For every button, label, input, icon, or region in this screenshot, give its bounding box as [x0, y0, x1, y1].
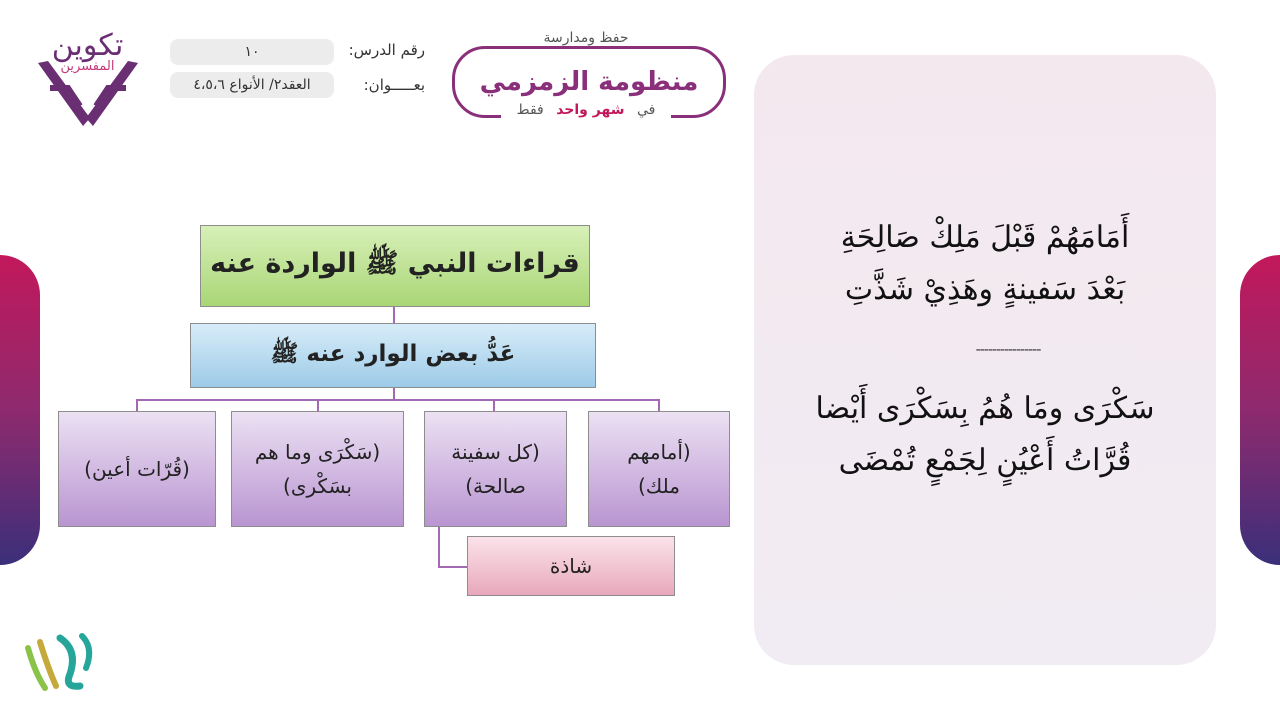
verse-line-3: سَكْرَى ومَا هُمُ بِسَكْرَى أَيْضا: [815, 391, 1155, 426]
lesson-title-label: بعـــــوان:: [363, 76, 425, 94]
diagram-child-1: [588, 411, 730, 527]
badge-bottom-prefix: في: [629, 102, 663, 118]
verse-block-2: [780, 383, 1190, 487]
diagram-level2-box: عَدُّ بعض الوارد عنه ﷺ: [190, 323, 596, 388]
connector-root: [393, 307, 395, 323]
child-2-line-2: صالحة): [465, 474, 526, 498]
verse-line-1: أَمَامَهُمْ قَبْلَ مَلِكْ صَالِحَةِ: [840, 220, 1130, 255]
connector-horizontal: [136, 399, 660, 401]
verse-line-4: قُرَّاتُ أَعْيُنٍ لِجَمْعٍ تُمْضَى: [838, 443, 1132, 478]
connector-sub-horizontal: [438, 566, 468, 568]
child-3-line-1: (سَكْرَى وما هم: [254, 440, 381, 464]
child-1-line-1: (أمامهم: [627, 440, 691, 464]
badge-bottom-suffix: فقط: [509, 102, 552, 118]
brand-mark: [20, 628, 100, 698]
child-2-line-1: (كل سفينة: [451, 440, 540, 464]
badge-bottom: [452, 102, 720, 118]
badge-top: [452, 30, 720, 46]
verse-separator: ----------------: [975, 342, 1041, 358]
verse-card: [754, 55, 1216, 665]
connector-level2: [393, 388, 395, 399]
verse-block-1: [780, 212, 1190, 316]
diagram-child-2: [424, 411, 567, 527]
right-side-tab: [1240, 255, 1280, 565]
diagram-child-3: [231, 411, 404, 527]
child-4-line-1: (قُرّات أعين): [84, 457, 190, 481]
logo-text: [30, 30, 145, 74]
lesson-number-value: ١٠: [170, 39, 334, 65]
brand-mark-icon: [20, 628, 100, 698]
logo-sub-text: المفسرين: [60, 59, 115, 74]
diagram-sub-box: شاذة: [467, 536, 675, 596]
lesson-number-label: رقم الدرس:: [348, 41, 425, 59]
left-side-tab: [0, 255, 40, 565]
badge-bottom-highlight: شهر واحد: [556, 102, 625, 118]
child-1-line-2: ملك): [638, 474, 680, 498]
logo-main-text: تكوين: [51, 28, 124, 63]
child-3-line-2: بسَكْرى): [283, 474, 352, 498]
badge-top-text: حفظ ومدارسة: [536, 30, 637, 46]
badge-title: منظومة الزمزمي: [479, 67, 699, 97]
diagram-root-box: قراءات النبي ﷺ الواردة عنه: [200, 225, 590, 307]
verse-line-2: بَعْدَ سَفينةٍ وهَذِيْ شَذَّتِ: [844, 272, 1126, 307]
connector-sub-vertical: [438, 526, 440, 568]
lesson-title-value: العقد٢/ الأنواع ٤،٥،٦: [170, 72, 334, 98]
diagram-child-4: [58, 411, 216, 527]
